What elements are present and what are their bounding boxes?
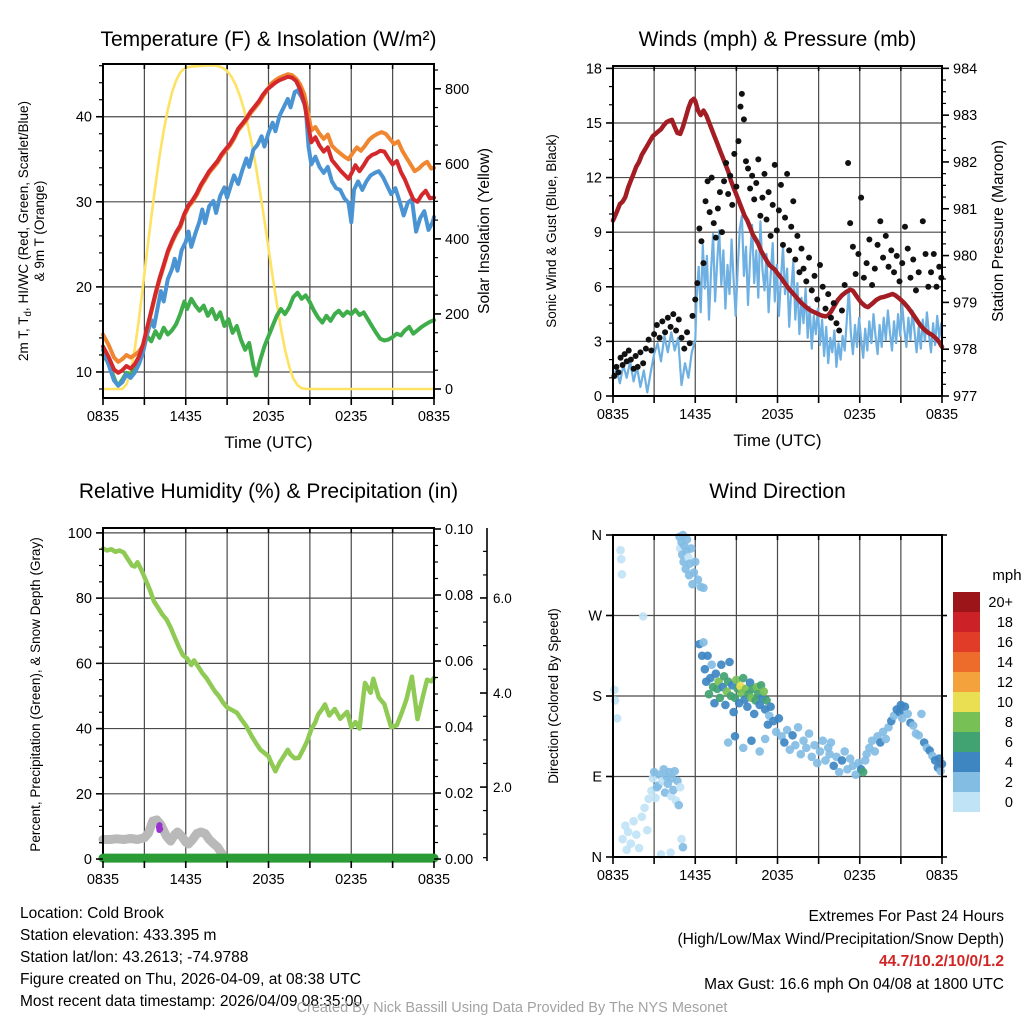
svg-text:2.0: 2.0 [493, 780, 512, 796]
svg-text:0235: 0235 [335, 409, 368, 425]
svg-text:20: 20 [75, 279, 92, 296]
svg-text:8: 8 [1004, 715, 1013, 731]
svg-text:1435: 1435 [679, 868, 712, 884]
svg-text:400: 400 [445, 231, 470, 248]
svg-text:0.02: 0.02 [445, 786, 474, 803]
temperature-insolation-plot [0, 0, 512, 452]
svg-text:N: N [591, 850, 602, 866]
svg-text:Station Pressure (Maroon): Station Pressure (Maroon) [990, 140, 1007, 322]
station-elevation: Station elevation: 433.395 m [20, 927, 217, 944]
svg-text:6: 6 [1004, 735, 1013, 751]
svg-text:80: 80 [75, 591, 92, 608]
svg-text:978: 978 [953, 342, 978, 359]
svg-text:981: 981 [953, 201, 978, 218]
svg-text:40: 40 [75, 721, 92, 738]
svg-text:100: 100 [67, 525, 92, 542]
svg-text:15: 15 [585, 115, 602, 132]
svg-text:20: 20 [75, 786, 92, 803]
svg-text:Time (UTC): Time (UTC) [733, 431, 822, 450]
svg-text:mph: mph [992, 567, 1022, 584]
svg-text:Relative Humidity (%) & Precip: Relative Humidity (%) & Precipitation (in) [78, 480, 459, 503]
svg-text:Wind Direction: Wind Direction [709, 480, 846, 503]
svg-text:977: 977 [953, 389, 978, 405]
station-latlon: Station lat/lon: 43.2613; -74.9788 [20, 949, 249, 966]
svg-text:0.06: 0.06 [445, 654, 474, 671]
svg-text:14: 14 [996, 655, 1013, 671]
extremes-values: 44.7/10.2/10/0/1.2 [879, 953, 1004, 970]
svg-text:9: 9 [593, 225, 602, 242]
data-timestamp: Most recent data timestamp: 2026/04/09 08:35:00 [20, 993, 363, 1010]
svg-text:Percent, Precipitation (Green): Percent, Precipitation (Green), & Snow Depth (Gray) [28, 537, 43, 852]
svg-text:0235: 0235 [843, 868, 876, 884]
station-info-block [20, 903, 362, 1013]
svg-text:0.04: 0.04 [445, 720, 474, 737]
svg-text:10: 10 [75, 364, 92, 381]
svg-text:1435: 1435 [679, 407, 712, 423]
svg-text:0.10: 0.10 [445, 521, 474, 538]
station-location: Location: Cold Brook [20, 905, 164, 922]
svg-text:& 9m T (Orange): & 9m T (Orange) [32, 180, 47, 282]
svg-text:600: 600 [445, 156, 470, 173]
svg-text:0835: 0835 [417, 409, 451, 425]
svg-text:0: 0 [1004, 795, 1013, 811]
svg-text:N: N [591, 528, 602, 544]
extremes-block [678, 906, 1005, 996]
svg-text:16: 16 [996, 635, 1013, 651]
extremes-title: Extremes For Past 24 Hours [808, 908, 1004, 925]
svg-text:4.0: 4.0 [493, 686, 512, 702]
svg-text:Winds (mph) & Pressure (mb): Winds (mph) & Pressure (mb) [638, 28, 917, 51]
svg-text:Time (UTC): Time (UTC) [224, 433, 313, 452]
svg-text:S: S [592, 689, 602, 705]
svg-text:0235: 0235 [335, 872, 368, 888]
svg-text:3: 3 [593, 334, 602, 351]
svg-text:0.08: 0.08 [445, 587, 474, 604]
svg-text:18: 18 [996, 615, 1013, 631]
svg-text:Temperature (F) & Insolation (: Temperature (F) & Insolation (W/m²) [100, 28, 437, 51]
svg-text:982: 982 [953, 154, 978, 171]
svg-text:0835: 0835 [925, 868, 959, 884]
svg-text:2: 2 [1004, 775, 1013, 791]
max-gust: Max Gust: 16.6 mph On 04/08 at 1800 UTC [704, 975, 1004, 993]
svg-text:2m T, Td, HI/WC (Red, Green, S: 2m T, $T_d$, HI/WC (Red, Green, Scarlet/Blue) [16, 101, 34, 361]
svg-text:200: 200 [445, 306, 470, 323]
svg-text:800: 800 [445, 81, 470, 98]
figure-created: Figure created on Thu, 2026-04-09, at 08:38 UTC [20, 971, 361, 988]
svg-text:4: 4 [1004, 755, 1013, 771]
svg-text:980: 980 [953, 248, 978, 265]
humidity-precipitation-chart [0, 452, 512, 904]
svg-text:2035: 2035 [761, 868, 794, 884]
svg-text:Direction (Colored By Speed): Direction (Colored By Speed) [546, 608, 561, 784]
svg-text:6.0: 6.0 [493, 590, 512, 606]
svg-text:2035: 2035 [252, 872, 285, 888]
svg-text:0835: 0835 [596, 407, 630, 423]
wind-direction-plot [512, 452, 1024, 904]
svg-text:30: 30 [75, 194, 92, 211]
svg-text:10: 10 [996, 695, 1013, 711]
svg-text:979: 979 [953, 295, 978, 312]
svg-text:40: 40 [75, 109, 92, 126]
svg-text:0: 0 [593, 389, 602, 405]
svg-text:0835: 0835 [86, 872, 120, 888]
extremes-subtitle: (High/Low/Max Wind/Precipitation/Snow Depth) [677, 930, 1004, 948]
svg-text:0835: 0835 [925, 407, 959, 423]
winds-pressure-chart [512, 0, 1024, 452]
svg-text:983: 983 [953, 108, 978, 125]
svg-text:W: W [588, 608, 602, 625]
svg-text:12: 12 [996, 675, 1013, 691]
winds-pressure-plot [512, 0, 1024, 452]
svg-text:1435: 1435 [169, 409, 202, 425]
svg-text:0: 0 [445, 381, 454, 398]
svg-text:60: 60 [75, 656, 92, 673]
wind-direction-chart [512, 452, 1024, 904]
svg-text:0235: 0235 [843, 407, 876, 423]
svg-text:1435: 1435 [169, 872, 202, 888]
svg-text:20+: 20+ [988, 595, 1013, 611]
svg-text:Sonic Wind & Gust (Blue, Black: Sonic Wind & Gust (Blue, Black) [544, 134, 559, 328]
svg-text:6: 6 [593, 279, 602, 296]
svg-text:Solar Insolation (Yellow): Solar Insolation (Yellow) [476, 148, 493, 314]
credit-watermark: Created By Nick Bassill Using Data Provided By The NYS Mesonet [296, 1000, 728, 1016]
svg-text:2035: 2035 [252, 409, 285, 425]
humidity-precipitation-plot [0, 452, 512, 904]
svg-text:0.00: 0.00 [445, 852, 474, 869]
svg-text:0: 0 [83, 852, 92, 869]
svg-text:0835: 0835 [86, 409, 120, 425]
svg-text:984: 984 [953, 61, 978, 78]
svg-text:E: E [592, 769, 602, 786]
svg-text:12: 12 [585, 170, 602, 187]
svg-text:0835: 0835 [596, 868, 630, 884]
svg-text:0835: 0835 [417, 872, 451, 888]
temperature-insolation-chart [0, 0, 512, 452]
svg-text:18: 18 [585, 61, 602, 78]
svg-text:2035: 2035 [761, 407, 794, 423]
